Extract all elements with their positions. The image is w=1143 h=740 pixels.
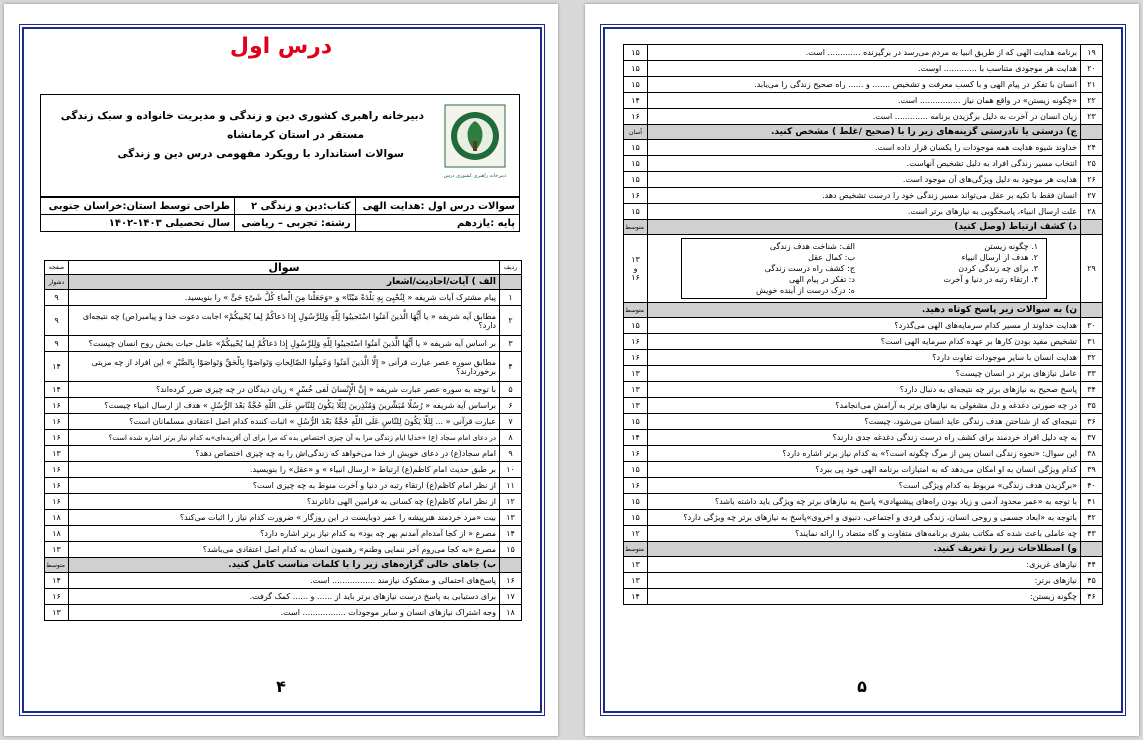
question-row [624, 61, 1103, 77]
page-ref: ۱۳ [624, 382, 648, 398]
question-row [624, 478, 1103, 494]
page-ref: ۱۶ [45, 478, 69, 494]
page-ref [624, 235, 648, 303]
question-text: کدام ویژگی انسان به او امکان می‌دهد که به امتیازات برنامه الهی خود پی ببرد؟ [648, 462, 1081, 478]
question-text: به چه دلیل افراد خردمند برای کشف راه درست زندگی دغدغه جدی دارند؟ [648, 430, 1081, 446]
question-row [45, 462, 522, 478]
question-text: امام سجاد(ع) در دعای خویش از خدا می‌خواهد که زندگی‌اش را به چه چیزی اختصاص دهد؟ [69, 446, 500, 462]
match-item-left: ب: کمال عقل [808, 253, 855, 262]
question-row [624, 45, 1103, 61]
question-text: مطابق سوره عصر عبارت قرآنی « إِلَّا الَّذینَ آمَنُوا وَعَمِلُوا الصّالِحاتِ وَتَواصَوْا بِالْحَقِّ وَتَواصَوْا بِالصَّبْرِ » این افراد از چه مزیتی برخوردارند؟ [69, 352, 500, 382]
matching-content [648, 235, 1081, 303]
question-number: ۱۵ [500, 542, 522, 558]
page-ref: ۱۸ [45, 510, 69, 526]
question-number: ۲۷ [1081, 188, 1103, 204]
question-text: در دعای امام سجاد (ع) «خدایا ایام زندگی مرا به آن چیزی اختصاص بده که مرا برای آن آفریده‌ای»به کدام نیاز برتر اشاره شده است؟ [69, 430, 500, 446]
question-number: ۲۸ [1081, 204, 1103, 220]
page-ref: ۱۳ [624, 573, 648, 589]
difficulty-label: متوسط [624, 542, 648, 557]
question-number: ۴ [500, 352, 522, 382]
page-ref-line: و [633, 264, 638, 273]
section-title: ب) جاهای خالی گزاره‌های زیر را با کلمات مناسب کامل کنید. [69, 558, 500, 573]
question-number: ۴۴ [1081, 557, 1103, 573]
question-row [624, 446, 1103, 462]
match-item-left: ه: درک درست از آینده خویش [755, 286, 855, 295]
question-row [45, 398, 522, 414]
question-row [45, 494, 522, 510]
lesson-title: درس اول [229, 34, 333, 59]
question-text: باتوجه به «ابعاد جسمی و روحی انسان، زندگی فردی و اجتماعی، دنیوی و اخروی»پاسخ به نیازهای برتر چه ویژگی دارد؟ [648, 510, 1081, 526]
question-number: ۴۶ [1081, 589, 1103, 605]
question-row [45, 336, 522, 352]
section-header [624, 220, 1103, 235]
question-number: ۱۲ [500, 494, 522, 510]
question-number: ۳۳ [1081, 366, 1103, 382]
page-ref: ۱۳ [624, 366, 648, 382]
question-row [624, 172, 1103, 188]
question-text: نتیجه‌ای که از شناختن هدف زندگی عاید انسان می‌شود، چیست؟ [648, 414, 1081, 430]
question-row [45, 430, 522, 446]
question-row [624, 557, 1103, 573]
question-number: ۳۶ [1081, 414, 1103, 430]
page-ref: ۱۵ [624, 494, 648, 510]
question-text: وجه اشتراک نیازهای انسان و سایر موجودات ................. است. [69, 605, 500, 621]
question-number: ۵ [500, 382, 522, 398]
question-text: این سوال: «نحوه زندگی انسان پس از مرگ چگونه است؟» به کدام نیاز برتر اشاره دارد؟ [648, 446, 1081, 462]
question-number: ۳۹ [1081, 462, 1103, 478]
question-row [624, 334, 1103, 350]
question-row [624, 156, 1103, 172]
section-title: و) اصطلاحات زیر را تعریف کنید. [648, 542, 1081, 557]
question-text: برای دستیابی به پاسخ درست نیازهای برتر باید از ...... و ...... کمک گرفت. [69, 589, 500, 605]
section-title: د) کشف ارتباط (وصل کنید) [648, 220, 1081, 235]
difficulty-label: دشوار [45, 275, 69, 290]
question-row [45, 542, 522, 558]
question-text: هدایت هر موجودی متناسب با ............. اوست. [648, 61, 1081, 77]
question-number: ۷ [500, 414, 522, 430]
info-questions: سوالات درس اول :هدایت الهی [355, 198, 519, 215]
question-text: عبارت قرآنی « ... لِئَلّا یَکُونَ لِلنّاسِ عَلَى اللّهِ حُجَّةٌ بَعْدَ الرُّسُلِ » اثبات کننده کدام اصل اعتقادی مسلمانان است؟ [69, 414, 500, 430]
difficulty-label: آسان [624, 125, 648, 140]
question-text: پیام مشترک آیات شریفه « لِنُحْیِیَ بِهِ بَلْدَةً مَیْتًا» و «وَجَعَلْنا مِنَ الْماءِ کُلَّ شَیْءٍ حَیٍّ » را بنویسید. [69, 290, 500, 306]
question-number: ۳۵ [1081, 398, 1103, 414]
header-line-3: سوالات استاندارد با رویکرد مفهومی درس دین و زندگی [117, 148, 404, 160]
question-text: نیازهای برتر: [648, 573, 1081, 589]
page-ref: ۱۶ [45, 430, 69, 446]
question-text: زیان انسان در آخرت به دلیل برگزیدن برنامه ............. است. [648, 109, 1081, 125]
page-ref: ۱۴ [45, 382, 69, 398]
question-text: از نظر امام کاظم(ع) چه کسانی به فرامین الهی داناترند؟ [69, 494, 500, 510]
question-row [624, 589, 1103, 605]
match-item-right: ۳. برای چه زندگی کردن [958, 264, 1038, 273]
col-row: ردیف [500, 261, 522, 275]
question-row [45, 414, 522, 430]
page-ref: ۱۶ [624, 350, 648, 366]
page-ref: ۱۵ [624, 45, 648, 61]
question-row [624, 93, 1103, 109]
page-ref: ۹ [45, 336, 69, 352]
page-ref: ۱۴ [624, 430, 648, 446]
question-text: هدایت هر موجود به دلیل ویژگی‌های آن موجود است. [648, 172, 1081, 188]
question-number: ۹ [500, 446, 522, 462]
question-row [624, 188, 1103, 204]
page-ref: ۹ [45, 290, 69, 306]
question-text: با توجه به سوره عصر عبارت شریفه « إِنَّ الْإِنْسانَ لَفی خُسْرٍ » زیان دیدگان در چه چیزی ضرر کرده‌اند؟ [69, 382, 500, 398]
page-ref: ۱۴ [45, 352, 69, 382]
page-ref: ۱۶ [624, 446, 648, 462]
page-ref: ۱۶ [624, 334, 648, 350]
section-header [45, 275, 522, 290]
section-title: الف ) آیات/احادیث/اشعار [69, 275, 500, 290]
page-ref: ۱۶ [624, 109, 648, 125]
question-text: چگونه زیستن: [648, 589, 1081, 605]
question-row [624, 414, 1103, 430]
question-number: ۴۲ [1081, 510, 1103, 526]
page-ref: ۱۴ [624, 93, 648, 109]
questions-table-right [623, 44, 1103, 605]
question-number: ۳۰ [1081, 318, 1103, 334]
question-text: چه عاملی باعث شده که مکاتب بشری برنامه‌های متفاوت و گاه متضاد را ارائه نمایند؟ [648, 526, 1081, 542]
question-number: ۱۴ [500, 526, 522, 542]
header-line-2: مستقر در استان کرمانشاه [227, 129, 364, 141]
question-number: ۲۱ [1081, 77, 1103, 93]
page-ref: ۱۸ [45, 526, 69, 542]
page-ref-line: ۱۳ [631, 255, 640, 264]
info-field: رشته: تجربی – ریاضی [235, 215, 356, 232]
match-item-right: ۴. ارتقاء رتبه در دنیا و آخرت [943, 275, 1038, 284]
match-item-right: ۱. چگونه زیستن [984, 242, 1038, 251]
document-header [40, 94, 520, 197]
match-item-left: الف: شناخت هدف زندگی [769, 242, 855, 251]
question-row [45, 589, 522, 605]
question-row [45, 510, 522, 526]
question-text: هدایت انسان با سایر موجودات تفاوت دارد؟ [648, 350, 1081, 366]
question-number: ۶ [500, 398, 522, 414]
page-ref: ۱۴ [624, 589, 648, 605]
question-row [624, 398, 1103, 414]
question-row [45, 382, 522, 398]
page-ref: ۱۵ [624, 77, 648, 93]
section-title: ن) به سوالات زیر پاسخ کوتاه دهید. [648, 303, 1081, 318]
question-row [45, 290, 522, 306]
question-row [45, 605, 522, 621]
question-row [624, 510, 1103, 526]
question-number: ۱۷ [500, 589, 522, 605]
page-ref: ۱۳ [45, 605, 69, 621]
question-text: انسان فقط با تکیه بر عقل می‌تواند مسیر زندگی خود را درست تشخیص دهد. [648, 188, 1081, 204]
question-row [624, 366, 1103, 382]
question-number: ۸ [500, 430, 522, 446]
question-row [45, 306, 522, 336]
page-ref: ۹ [45, 306, 69, 336]
question-text: بر اساس آیه شریفه « یا أَیُّهَا الَّذینَ آمَنُوا اسْتَجیبُوا لِلّهِ وَلِلرَّسُولِ إِذا دَعاکُمْ لِما یُحْییکُمْ» عامل حیات بخش روح انسان چیست؟ [69, 336, 500, 352]
info-designer: طراحی توسط استان:خراسان جنوبی [41, 198, 235, 215]
question-text: مصرع « از کجا آمده‌ام آمدنم بهر چه بود» به کدام نیاز برتر اشاره دارد؟ [69, 526, 500, 542]
question-row [624, 462, 1103, 478]
question-number: ۱۳ [500, 510, 522, 526]
page-ref: ۱۶ [45, 589, 69, 605]
page-ref: ۱۶ [45, 398, 69, 414]
page-ref: ۱۵ [624, 172, 648, 188]
col-page: صفحه [45, 261, 69, 275]
page-ref: ۱۵ [624, 61, 648, 77]
question-number: ۴۱ [1081, 494, 1103, 510]
page-5 [585, 4, 1139, 736]
page-ref: ۱۳ [45, 542, 69, 558]
question-text: بیت «مرد خردمند هنرپیشه را عمر دوبایست در این روزگار » ضرورت کدام نیاز را اثبات می‌کند؟ [69, 510, 500, 526]
match-item-left: ج: کشف راه درست زندگی [764, 264, 855, 273]
table-header [45, 261, 522, 275]
question-number: ۳۷ [1081, 430, 1103, 446]
question-text: برنامه هدایت الهی که از طریق انبیا به مردم می‌رسد در برگیرنده ............. است. [648, 45, 1081, 61]
page-ref-line: ۱۶ [631, 273, 640, 282]
page-ref: ۱۴ [45, 573, 69, 589]
question-row [45, 446, 522, 462]
question-row [45, 573, 522, 589]
questions-table-left [44, 260, 522, 621]
question-number: ۲۳ [1081, 109, 1103, 125]
question-number: ۲۵ [1081, 156, 1103, 172]
page-number: ۵ [857, 677, 867, 696]
secretariat-logo [435, 101, 515, 191]
question-row [624, 430, 1103, 446]
difficulty-label: متوسط [624, 220, 648, 235]
question-text: انسان با تفکر در پیام الهی و با کسب معرفت و تشخیص ....... و ...... راه صحیح زندگی را می‌یابد. [648, 77, 1081, 93]
question-row [624, 109, 1103, 125]
question-number: ۲۴ [1081, 140, 1103, 156]
difficulty-label: متوسط [45, 558, 69, 573]
question-text: انتخاب مسیر زندگی افراد به دلیل تشخیص آنهاست. [648, 156, 1081, 172]
question-text: با توجه به «عمر محدود آدمی و زیاد بودن راه‌های پیشنهادی» پاسخ به نیازهای برتر چه ویژگی باید داشته باشد؟ [648, 494, 1081, 510]
question-number: ۱۹ [1081, 45, 1103, 61]
page-ref: ۱۶ [45, 414, 69, 430]
question-number: ۱۸ [500, 605, 522, 621]
question-number: ۳ [500, 336, 522, 352]
page-ref: ۱۵ [624, 462, 648, 478]
page-ref: ۱۵ [624, 156, 648, 172]
question-number: ۱۱ [500, 478, 522, 494]
page-ref: ۱۳ [45, 446, 69, 462]
question-row [624, 573, 1103, 589]
question-row [45, 526, 522, 542]
page-number: ۴ [276, 677, 286, 696]
question-number: ۲ [500, 306, 522, 336]
matching-row [624, 235, 1103, 303]
section-header [624, 303, 1103, 318]
question-text: از نظر امام کاظم(ع) ارتقاء رتبه در دنیا و آخرت منوط به چه چیزی است؟ [69, 478, 500, 494]
question-text: پاسخ صحیح به نیازهای برتر چه نتیجه‌ای به دنبال دارد؟ [648, 382, 1081, 398]
page-ref: ۱۶ [624, 188, 648, 204]
question-row [45, 352, 522, 382]
page-ref: ۱۲ [624, 526, 648, 542]
question-row [624, 204, 1103, 220]
question-row [624, 526, 1103, 542]
section-header [624, 542, 1103, 557]
question-text: تشخیص مفید بودن کارها بر عهده کدام سرمایه الهی است؟ [648, 334, 1081, 350]
question-number: ۳۲ [1081, 350, 1103, 366]
match-item-left: د: تفکر در پیام الهی [788, 275, 855, 284]
page-ref: ۱۳ [624, 398, 648, 414]
question-text: در چه صورتی دغدغه و دل مشغولی به نیازهای برتر به آرامش می‌انجامد؟ [648, 398, 1081, 414]
page-ref: ۱۵ [624, 414, 648, 430]
question-text: خداوند شیوه هدایت همه موجودات را یکسان قرار داده است. [648, 140, 1081, 156]
question-text: پاسخ‌های احتمالی و مشکوک نیازمند ................. است. [69, 573, 500, 589]
page-ref: ۱۶ [45, 462, 69, 478]
question-text: هدایت خداوند از مسیر کدام سرمایه‌های الهی می‌گذرد؟ [648, 318, 1081, 334]
page-ref: ۱۶ [45, 494, 69, 510]
page-4 [4, 4, 558, 736]
page-ref: ۱۵ [624, 140, 648, 156]
question-text: نیازهای غریزی: [648, 557, 1081, 573]
question-text: عامل نیازهای برتر در انسان چیست؟ [648, 366, 1081, 382]
section-header [45, 558, 522, 573]
question-number: ۲۰ [1081, 61, 1103, 77]
page-ref: ۱۳ [624, 557, 648, 573]
question-number: ۲۶ [1081, 172, 1103, 188]
question-number: ۴۰ [1081, 478, 1103, 494]
question-row [624, 140, 1103, 156]
info-year: سال تحصیلی ۱۴۰۳-۱۴۰۲ [41, 215, 235, 232]
page-ref: ۱۵ [624, 510, 648, 526]
page-ref: ۱۵ [624, 204, 648, 220]
exam-info-table [40, 197, 520, 232]
question-row [624, 318, 1103, 334]
question-number: ۳۸ [1081, 446, 1103, 462]
question-number: ۱ [500, 290, 522, 306]
question-text: «چگونه زیستن» در واقع همان نیاز ................ است. [648, 93, 1081, 109]
question-row [45, 478, 522, 494]
question-row [624, 77, 1103, 93]
question-number: ۴۳ [1081, 526, 1103, 542]
matching-box [681, 238, 1047, 299]
question-number: ۲۹ [1081, 235, 1103, 303]
question-text: براساس آیه شریفه « رُسُلًا مُبَشِّرینَ وَمُنْذِرینَ لِئَلّا یَکُونَ لِلنّاسِ عَلَى اللّهِ حُجَّةٌ بَعْدَ الرُّسُلِ » هدف از ارسال انبیاء چیست؟ [69, 398, 500, 414]
info-grade: پایه :یازدهم [355, 215, 519, 232]
question-number: ۴۵ [1081, 573, 1103, 589]
question-number: ۳۱ [1081, 334, 1103, 350]
logo-caption: دبیرخانه راهبری کشوری درس [443, 173, 507, 179]
difficulty-label: متوسط [624, 303, 648, 318]
question-number: ۳۴ [1081, 382, 1103, 398]
question-text: بر طبق حدیث امام کاظم(ع) ارتباط « ارسال انبیاء » و «عقل» را بنویسید. [69, 462, 500, 478]
question-row [624, 350, 1103, 366]
page-ref: ۱۵ [624, 318, 648, 334]
question-number: ۲۲ [1081, 93, 1103, 109]
header-line-1: دبیرخانه راهبری کشوری دین و زندگی و مدیریت خانواده و سبک زندگی [60, 110, 424, 122]
question-text: علت ارسال انبیاء، پاسخگویی به نیازهای برتر است. [648, 204, 1081, 220]
section-header [624, 125, 1103, 140]
question-row [624, 382, 1103, 398]
question-text: «برگزیدن هدف زندگی» مربوط به کدام ویژگی است؟ [648, 478, 1081, 494]
question-text: مصرع «به کجا می‌روم آخر ننمایی وطنم» رهنمون انسان به کدام اصل اعتقادی می‌باشد؟ [69, 542, 500, 558]
question-text: مطابق آیه شریفه « یا أَیُّهَا الَّذینَ آمَنُوا اسْتَجیبُوا لِلّهِ وَلِلرَّسُولِ إِذا دَعاکُمْ لِما یُحْییکُمْ» اجابت دعوت خدا و پیامبر(ص) چه نتیجه‌ای دارد؟ [69, 306, 500, 336]
match-item-right: ۲. هدف از ارسال انبیاء [961, 253, 1038, 262]
question-number: ۱۶ [500, 573, 522, 589]
question-row [624, 494, 1103, 510]
col-question: سوال [69, 261, 500, 275]
question-number: ۱۰ [500, 462, 522, 478]
section-title: ج) درستی یا نادرستی گزینه‌های زیر را با (صحیح /غلط ) مشخص کنید. [648, 125, 1081, 140]
info-book: کتاب:دین و زندگی ۲ [235, 198, 356, 215]
page-ref: ۱۶ [624, 478, 648, 494]
